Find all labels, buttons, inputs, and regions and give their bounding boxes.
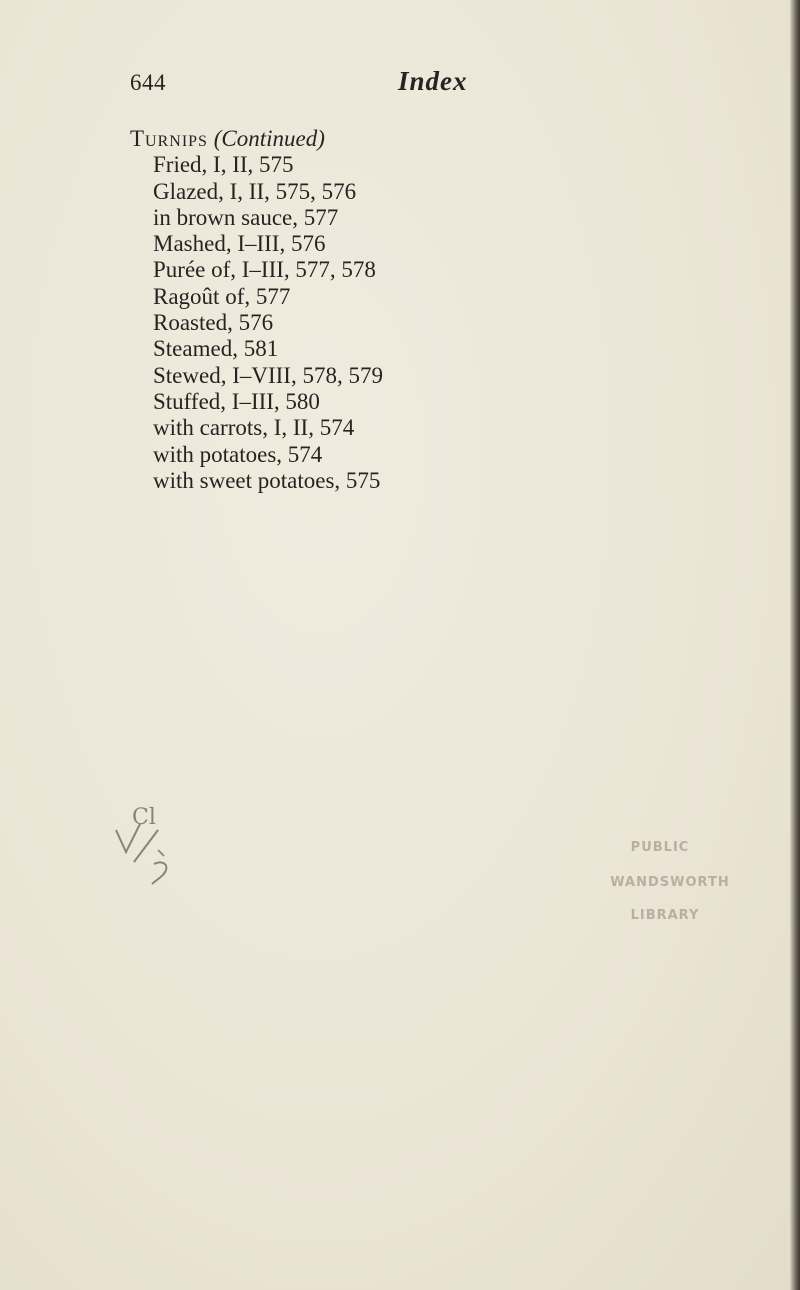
page-number: 644 <box>130 70 166 95</box>
index-heading-continued: (Continued) <box>213 126 325 151</box>
index-subentry: with carrots, I, II, 574 <box>153 415 355 441</box>
index-subentry: with potatoes, 574 <box>153 441 323 467</box>
index-subentry: Glazed, I, II, 575, 576 <box>153 178 357 204</box>
page-edge-shadow <box>790 0 800 1290</box>
pencil-stroke <box>152 862 166 884</box>
pencil-annotation <box>108 800 188 890</box>
index-subentry: Stuffed, I–III, 580 <box>153 388 320 414</box>
library-stamp-line: WANDSWORTH <box>610 875 730 890</box>
index-subentry: Stewed, I–VIII, 578, 579 <box>153 362 383 388</box>
index-subentry: Ragoût of, 577 <box>153 283 291 309</box>
index-subentry: Purée of, I–III, 577, 578 <box>153 257 376 283</box>
index-subentry: Steamed, 581 <box>153 336 279 362</box>
index-subentry: Fried, I, II, 575 <box>153 152 294 178</box>
pencil-stroke <box>158 850 164 856</box>
pencil-stroke <box>134 830 158 862</box>
index-subentry: in brown sauce, 577 <box>153 204 339 230</box>
index-heading <box>130 126 383 152</box>
index-entry-group <box>130 126 383 494</box>
index-subentry: Roasted, 576 <box>153 310 274 336</box>
library-stamp-line: LIBRARY <box>630 908 700 923</box>
library-stamp-line: PUBLIC <box>630 840 690 855</box>
index-subentry: with sweet potatoes, 575 <box>153 467 381 493</box>
index-subentry: Mashed, I–III, 576 <box>153 231 326 257</box>
index-subentry-list <box>130 152 383 494</box>
index-heading-word: Turnips <box>130 126 208 151</box>
library-stamp <box>580 840 780 923</box>
running-head: Index <box>398 66 468 96</box>
pencil-annotation-text: Cl <box>132 805 156 830</box>
